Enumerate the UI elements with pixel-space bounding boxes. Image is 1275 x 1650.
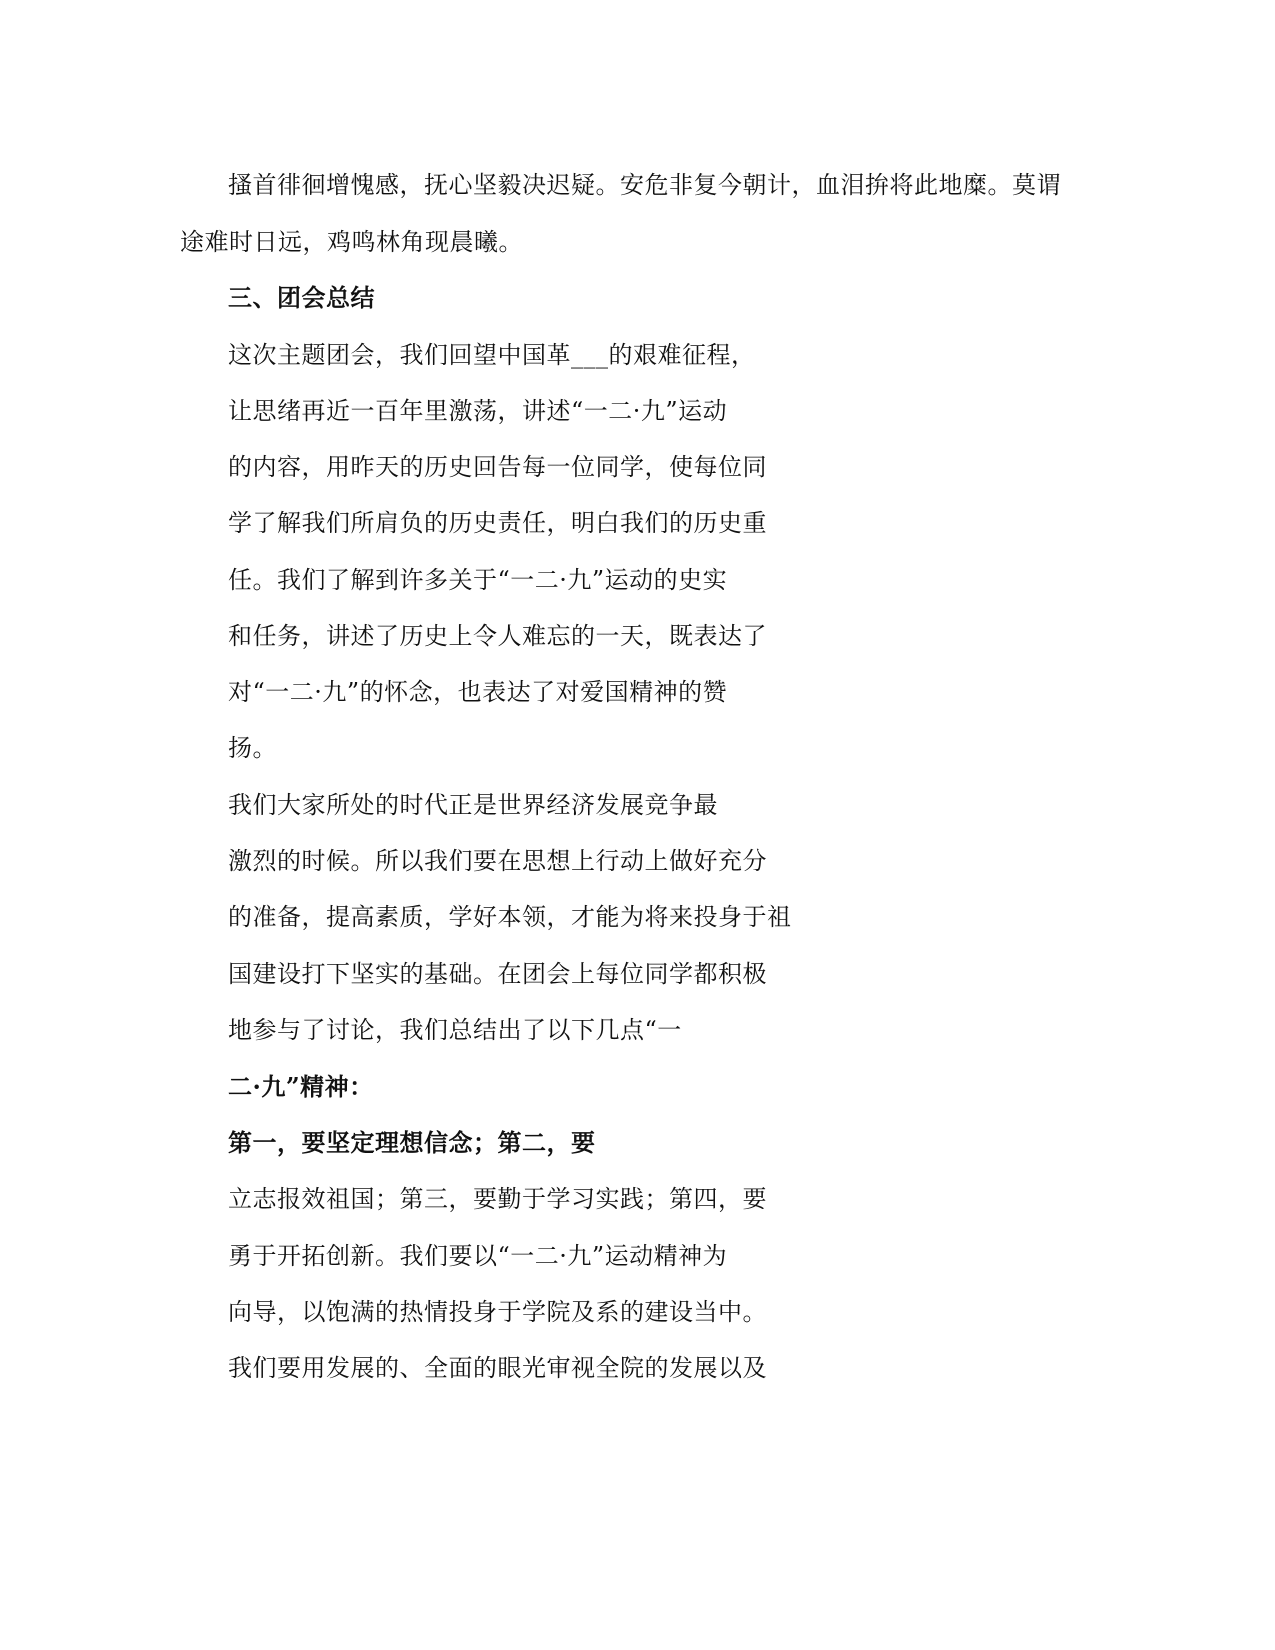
- summary-line-7: 对“一二·九”的怀念，也表达了对爱国精神的赞: [228, 678, 728, 706]
- summary-line-6: 和任务，讲述了历史上令人难忘的一天，既表达了: [228, 622, 767, 650]
- section-heading: 三、团会总结: [228, 283, 375, 312]
- poem-line-1: 搔首徘徊增愧感，抚心坚毅决迟疑。安危非复今朝计，血泪拚将此地糜。莫谓: [228, 171, 1061, 199]
- era-line-4: 国建设打下坚实的基础。在团会上每位同学都积极: [228, 960, 767, 988]
- summary-line-2: 让思绪再近一百年里激荡，讲述“一二·九”运动: [228, 397, 728, 425]
- summary-line-5: 任。我们了解到许多关于“一二·九”运动的史实: [228, 566, 728, 594]
- era-line-5: 地参与了讨论，我们总结出了以下几点“一: [228, 1016, 682, 1044]
- spirit-line-2: 勇于开拓创新。我们要以“一二·九”运动精神为: [228, 1242, 728, 1270]
- poem-line-2: 途难时日远，鸡鸣林角现晨曦。: [180, 228, 523, 256]
- era-line-1: 我们大家所处的时代正是世界经济发展竞争最: [228, 791, 718, 819]
- summary-line-4: 学了解我们所肩负的历史责任，明白我们的历史重: [228, 509, 767, 537]
- spirit-line-4: 我们要用发展的、全面的眼光审视全院的发展以及: [228, 1354, 767, 1382]
- spirit-line-1: 立志报效祖国；第三，要勤于学习实践；第四，要: [228, 1185, 767, 1213]
- summary-line-8: 扬。: [228, 734, 277, 762]
- spirit-line-3: 向导，以饱满的热情投身于学院及系的建设当中。: [228, 1298, 767, 1326]
- era-line-3: 的准备，提高素质，学好本领，才能为将来投身于祖: [228, 903, 792, 931]
- era-line-2: 激烈的时候。所以我们要在思想上行动上做好充分: [228, 847, 767, 875]
- summary-line-1: 这次主题团会，我们回望中国革___的艰难征程，: [228, 341, 756, 369]
- summary-line-3: 的内容，用昨天的历史回告每一位同学，使每位同: [228, 453, 767, 481]
- spirit-first-line: 第一，要坚定理想信念；第二，要: [228, 1128, 596, 1157]
- spirit-heading: 二·九”精神：: [228, 1072, 374, 1101]
